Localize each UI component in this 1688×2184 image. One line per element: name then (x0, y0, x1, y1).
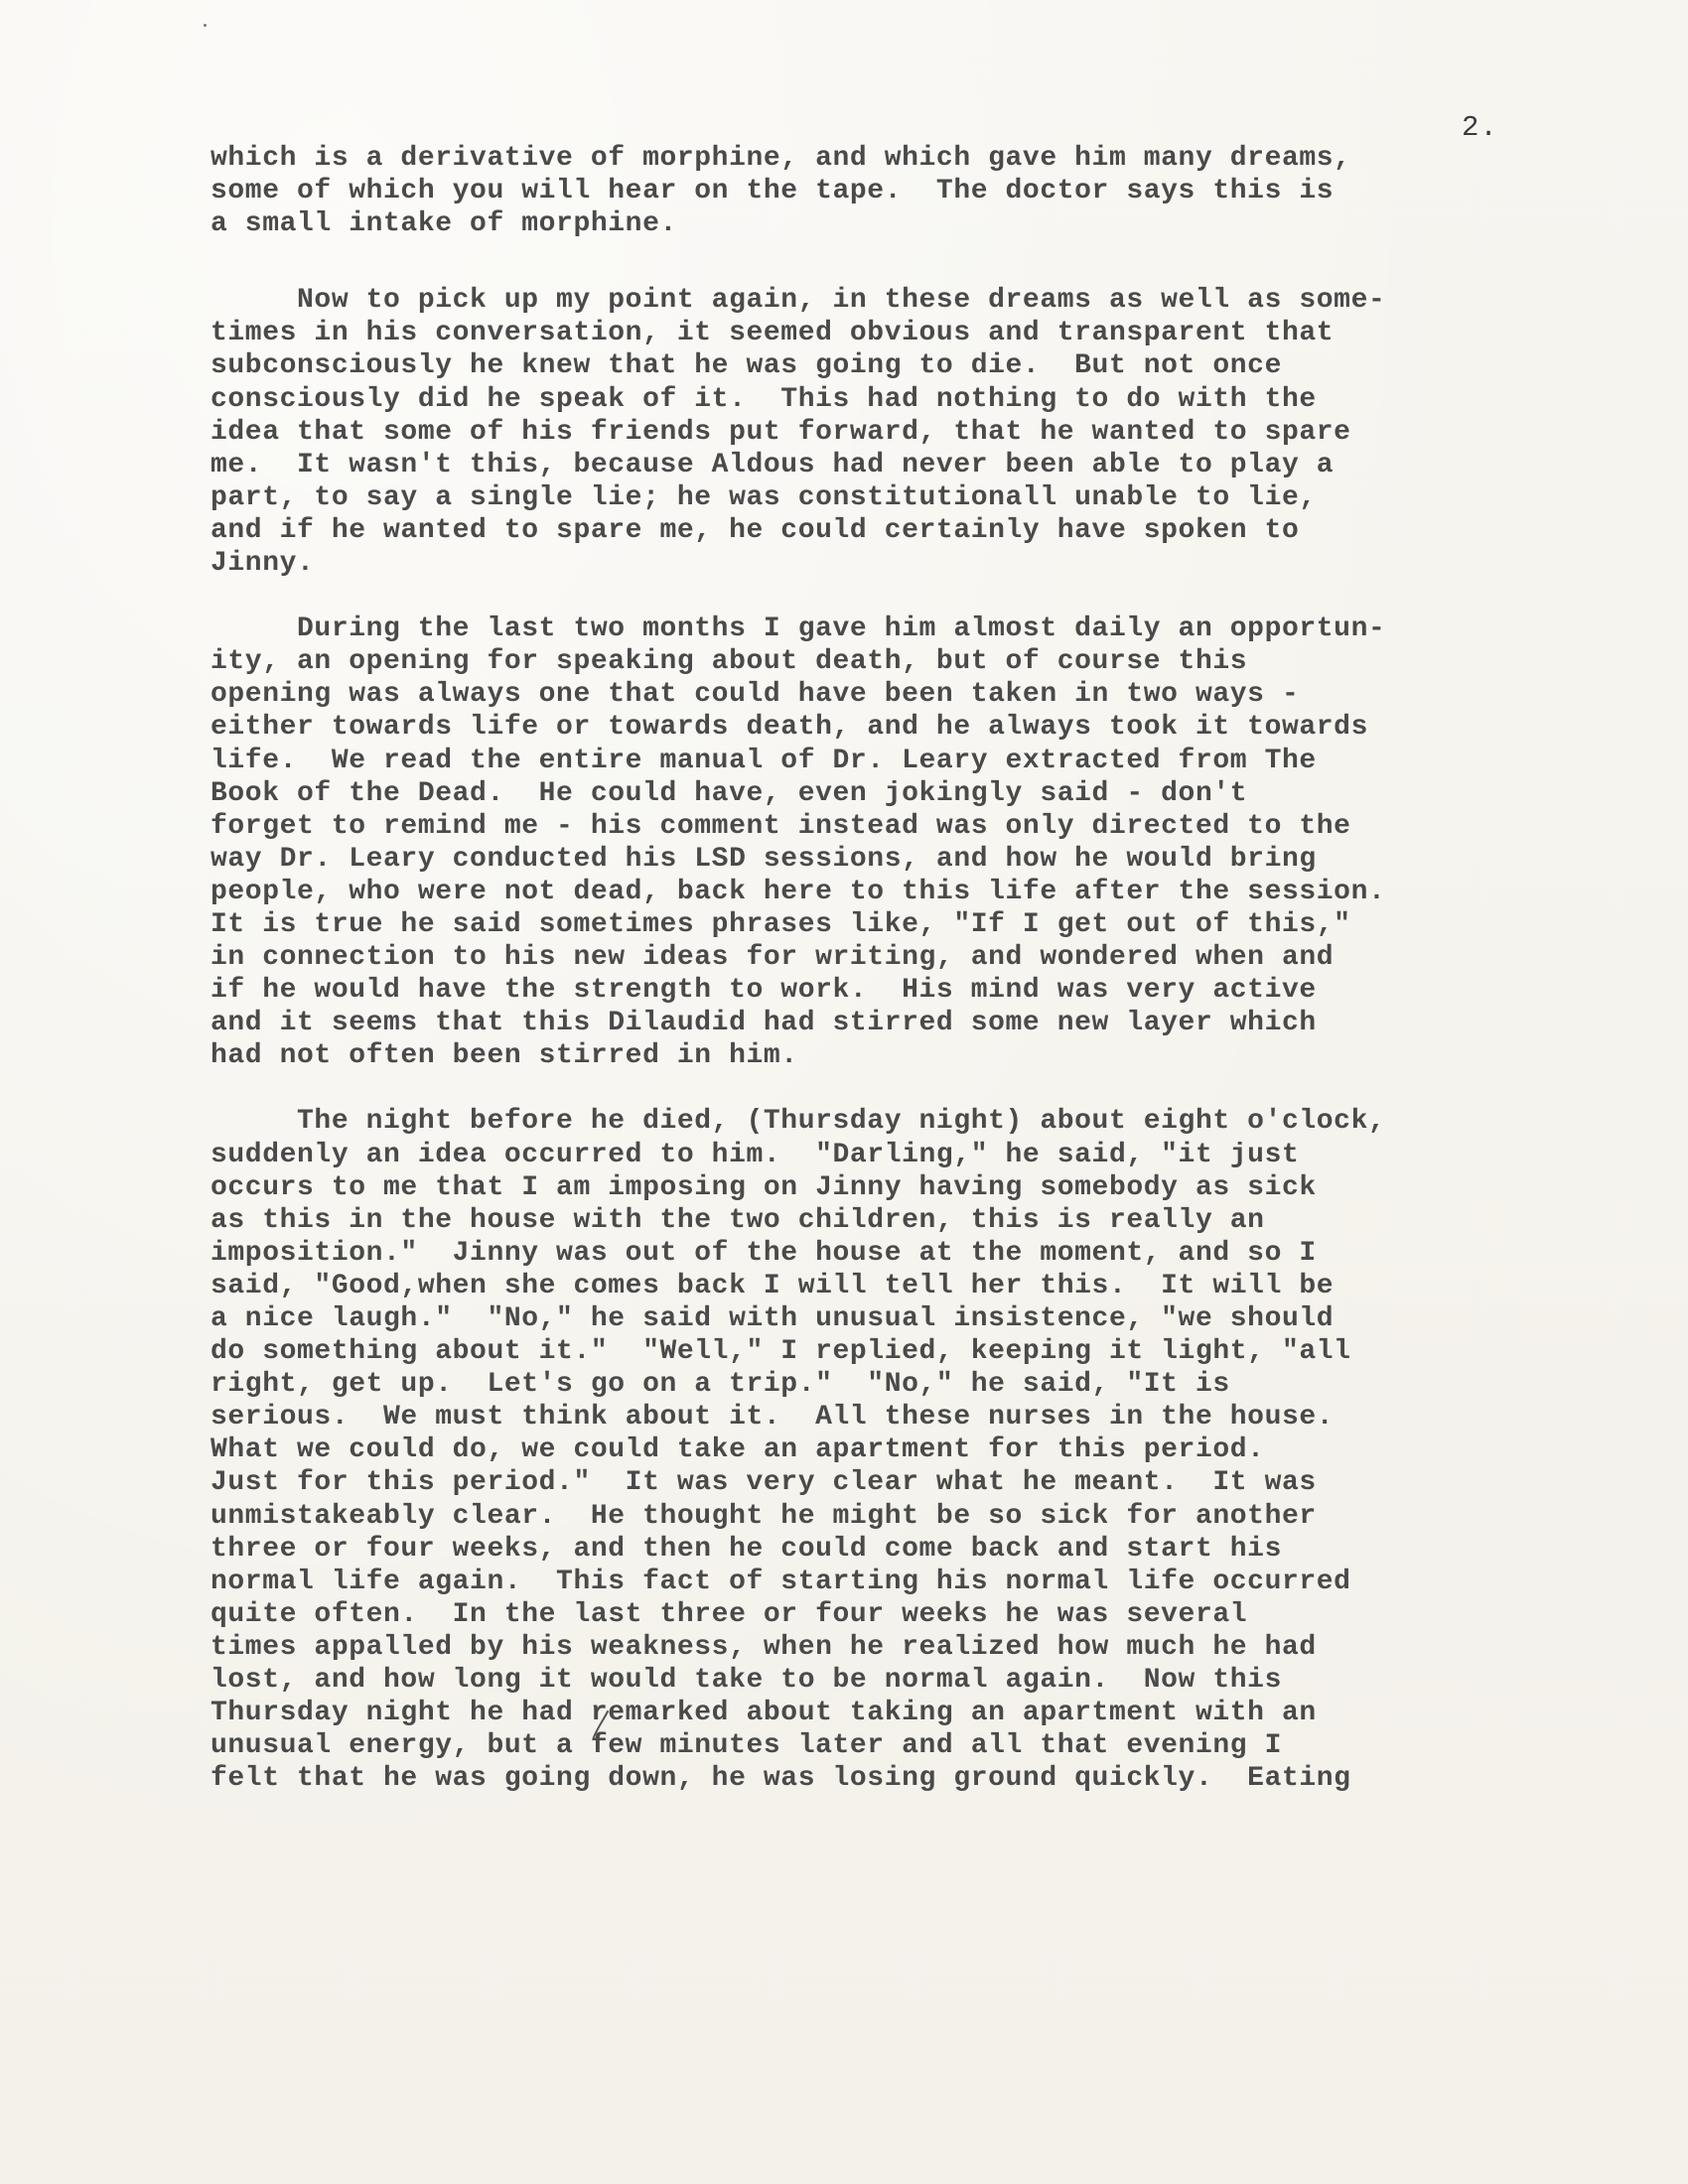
text-line: subconsciously he knew that he was going to die. But not once (211, 350, 1282, 382)
page-number: 2. (1462, 111, 1498, 144)
text-line: right, get up. Let's go on a trip." "No," he said, "It is (211, 1369, 1230, 1401)
text-line: occurs to me that I am imposing on Jinny having somebody as sick (211, 1171, 1317, 1203)
text-line: What we could do, we could take an apartment for this period. (211, 1434, 1265, 1466)
text-line: suddenly an idea occurred to him. "Darling," he said, "it just (211, 1139, 1300, 1170)
text-line: ity, an opening for speaking about death, but of course this (211, 646, 1248, 678)
text-line: three or four weeks, and then he could come back and start his (211, 1533, 1282, 1565)
text-line: which is a derivative of morphine, and which gave him many dreams, (211, 143, 1351, 174)
text-line: way Dr. Leary conducted his LSD sessions, and how he would bring (211, 843, 1317, 875)
text-line: normal life again. This fact of starting his normal life occurred (211, 1566, 1351, 1597)
text-line: quite often. In the last three or four weeks he was several (211, 1598, 1248, 1630)
text-line: a nice laugh." "No," he said with unusual insistence, "we should (211, 1303, 1335, 1334)
paragraph-1 (211, 142, 1601, 240)
text-line: unmistakeably clear. He thought he might be so sick for another (211, 1500, 1317, 1532)
text-line: some of which you will hear on the tape. The doctor says this is (211, 176, 1335, 207)
text-line: had not often been stirred in him. (211, 1040, 798, 1072)
letter-body (211, 142, 1601, 1795)
paragraph-3 (211, 613, 1601, 1072)
text-line: forget to remind me - his comment instead was only directed to the (211, 810, 1351, 842)
text-line: as this in the house with the two children, this is really an (211, 1204, 1265, 1236)
text-line: times in his conversation, it seemed obvious and transparent that (211, 318, 1335, 349)
text-line: unusual energy, but a few minutes later and all that evening I (211, 1730, 1282, 1762)
text-line: times appalled by his weakness, when he realized how much he had (211, 1631, 1317, 1663)
text-line: people, who were not dead, back here to this life after the session. (211, 876, 1386, 907)
text-line: and it seems that this Dilaudid had stirred some new layer which (211, 1008, 1317, 1039)
pen-mark (592, 1709, 610, 1739)
text-line: a small intake of morphine. (211, 208, 677, 240)
text-line: imposition." Jinny was out of the house at the moment, and so I (211, 1237, 1317, 1269)
text-line: consciously did he speak of it. This had nothing to do with the (211, 383, 1317, 415)
text-line: me. It wasn't this, because Aldous had never been able to play a (211, 449, 1335, 480)
text-line: either towards life or towards death, and he always took it towards (211, 712, 1368, 744)
text-line: felt that he was going down, he was losing ground quickly. Eating (211, 1763, 1351, 1795)
text-line: Jinny. (211, 548, 315, 580)
text-line: The night before he died, (Thursday night) about eight o'clock, (211, 1106, 1386, 1138)
text-line: Thursday night he had remarked about taking an apartment with an (211, 1698, 1317, 1729)
text-line: Book of the Dead. He could have, even jokingly said - don't (211, 777, 1248, 809)
text-line: It is true he said sometimes phrases like, "If I get out of this," (211, 908, 1351, 940)
text-line: Now to pick up my point again, in these dreams as well as some- (211, 285, 1386, 317)
text-line: During the last two months I gave him almost daily an opportun- (211, 614, 1386, 645)
paragraph-2 (211, 284, 1601, 580)
text-line: said, "Good,when she comes back I will tell her this. It will be (211, 1270, 1335, 1301)
text-line: lost, and how long it would take to be normal again. Now this (211, 1665, 1282, 1697)
text-line: opening was always one that could have been taken in two ways - (211, 679, 1300, 711)
text-line: part, to say a single lie; he was constitutionall unable to lie, (211, 481, 1317, 513)
text-line: serious. We must think about it. All these nurses in the house. (211, 1402, 1335, 1433)
text-line: if he would have the strength to work. His mind was very active (211, 975, 1317, 1007)
text-line: in connection to his new ideas for writing, and wondered when and (211, 942, 1335, 974)
text-line: life. We read the entire manual of Dr. Leary extracted from The (211, 745, 1317, 776)
paper-speck (204, 24, 207, 27)
text-line: idea that some of his friends put forward, that he wanted to spare (211, 416, 1351, 448)
paragraph-4 (211, 1105, 1601, 1795)
text-line: and if he wanted to spare me, he could certainly have spoken to (211, 514, 1300, 546)
text-line: do something about it." "Well," I replied, keeping it light, "all (211, 1336, 1351, 1368)
text-line: Just for this period." It was very clear what he meant. It was (211, 1467, 1317, 1499)
